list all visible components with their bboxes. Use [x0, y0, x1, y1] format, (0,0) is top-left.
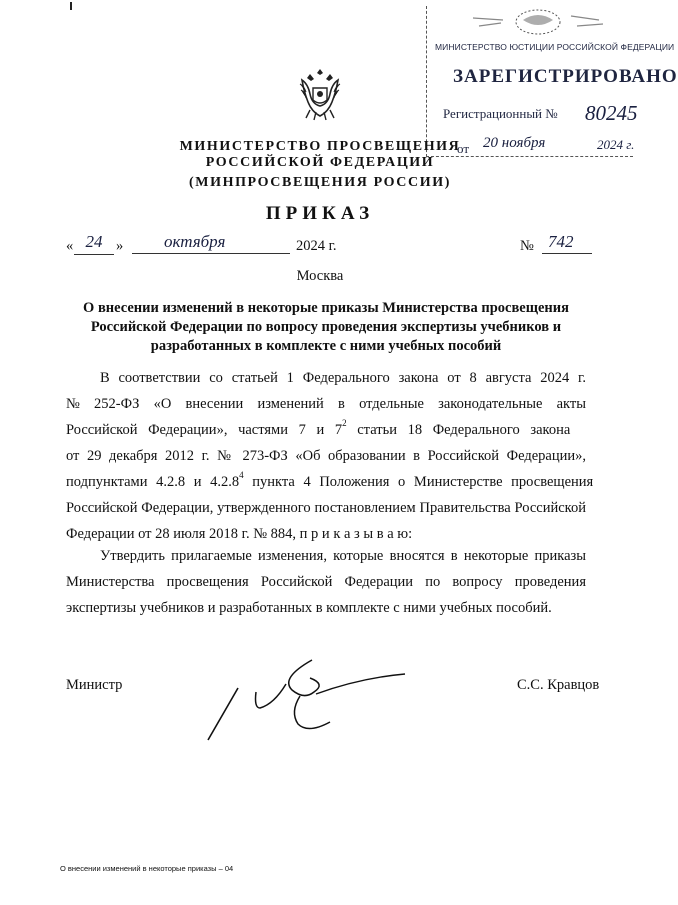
open-quote: « [66, 238, 74, 254]
word: 252-ФЗ [94, 396, 140, 412]
date-day: 24 [74, 232, 114, 255]
handwritten-signature-icon [200, 648, 410, 748]
word: изменений [257, 396, 324, 412]
text-line: экспертизы учебников и разработанных в комплекте с ними учебных пособий. [66, 600, 552, 616]
russian-coat-of-arms-icon [296, 66, 344, 122]
text-segment: пункта 4 Положения о Министерстве просвещения [243, 474, 594, 490]
document-type: ПРИКАЗ [265, 203, 375, 224]
ministry-name-line2: РОССИЙСКОЙ ФЕДЕРАЦИИ [205, 155, 435, 170]
paragraph-resolution [66, 543, 586, 621]
close-quote: » [116, 238, 124, 254]
text-line [66, 417, 586, 443]
stamp-registered-text: ЗАРЕГИСТРИРОВАНО [453, 66, 678, 87]
text-segment: Федерации от 28 июля 2018 г. № 884, [66, 526, 300, 542]
stamp-date-prefix: от [457, 141, 470, 156]
document-title: О внесении изменений в некоторые приказы Министерства просвещения Российской Федерации по вопросу проведения экспертизы учебников и разработанных в комплекте с ними учебных пособий [83, 300, 569, 354]
word: внесении [185, 396, 244, 412]
order-number: 742 [542, 232, 592, 254]
text-line: Российской Федерации, утвержденного постановлением Правительства Российской [66, 500, 586, 516]
registration-stamp [426, 6, 678, 157]
text-line: Министерства просвещения Российской Федерации по вопросу проведения [66, 574, 586, 590]
text-line [66, 469, 594, 495]
order-number-label: № [520, 238, 534, 254]
text-line: Утвердить прилагаемые изменения, которые вносятся в некоторые приказы [100, 548, 586, 564]
date-number-row [66, 232, 586, 260]
prikazyvayu-word: п р и к а з ы в а ю: [299, 526, 413, 542]
stamp-ministry-text: МИНИСТЕРСТВО ЮСТИЦИИ РОССИЙСКОЙ ФЕДЕРАЦИИ [435, 42, 675, 52]
word: отдельные [359, 396, 424, 412]
text-line: от 29 декабря 2012 г. № 273-ФЗ «Об образовании в Российской Федерации», [66, 448, 586, 464]
text-line [66, 391, 586, 417]
stamp-reg-label: Регистрационный № [443, 106, 558, 121]
ministry-name-line1: МИНИСТЕРСТВО ПРОСВЕЩЕНИЯ [179, 139, 461, 154]
ministry-short-name: (МИНПРОСВЕЩЕНИЯ РОССИИ) [189, 175, 451, 190]
signatory-position: Министр [66, 677, 123, 693]
corner-mark [70, 2, 72, 10]
stamp-year: 2024 г. [597, 137, 635, 152]
stamp-reg-number: 80245 [585, 101, 638, 125]
word: законодательные [438, 396, 543, 412]
word: «О [153, 396, 172, 412]
text-segment: Российской Федерации», частями 7 и 7 [66, 422, 343, 438]
date-year: 2024 г. [296, 238, 337, 254]
stamp-date-handwritten: 20 ноября [483, 135, 546, 151]
word: акты [556, 396, 586, 412]
signatory-name: С.С. Кравцов [517, 677, 600, 693]
word: в [338, 396, 345, 412]
seal-imprint-icon [453, 8, 623, 38]
text-segment: подпунктами 4.2.8 и 4.2.8 [66, 474, 240, 490]
word: № [66, 396, 80, 412]
text-segment: статьи 18 Федерального закона [346, 422, 571, 438]
city: Москва [296, 268, 344, 284]
paragraph-preamble [66, 365, 594, 547]
footer-reference: О внесении изменений в некоторые приказы – 04 [60, 864, 234, 873]
superscript: 4 [239, 470, 244, 481]
date-month: октября [132, 232, 290, 254]
superscript: 2 [342, 418, 347, 429]
text-line: В соответствии со статьей 1 Федерального закона от 8 августа 2024 г. [100, 370, 586, 386]
